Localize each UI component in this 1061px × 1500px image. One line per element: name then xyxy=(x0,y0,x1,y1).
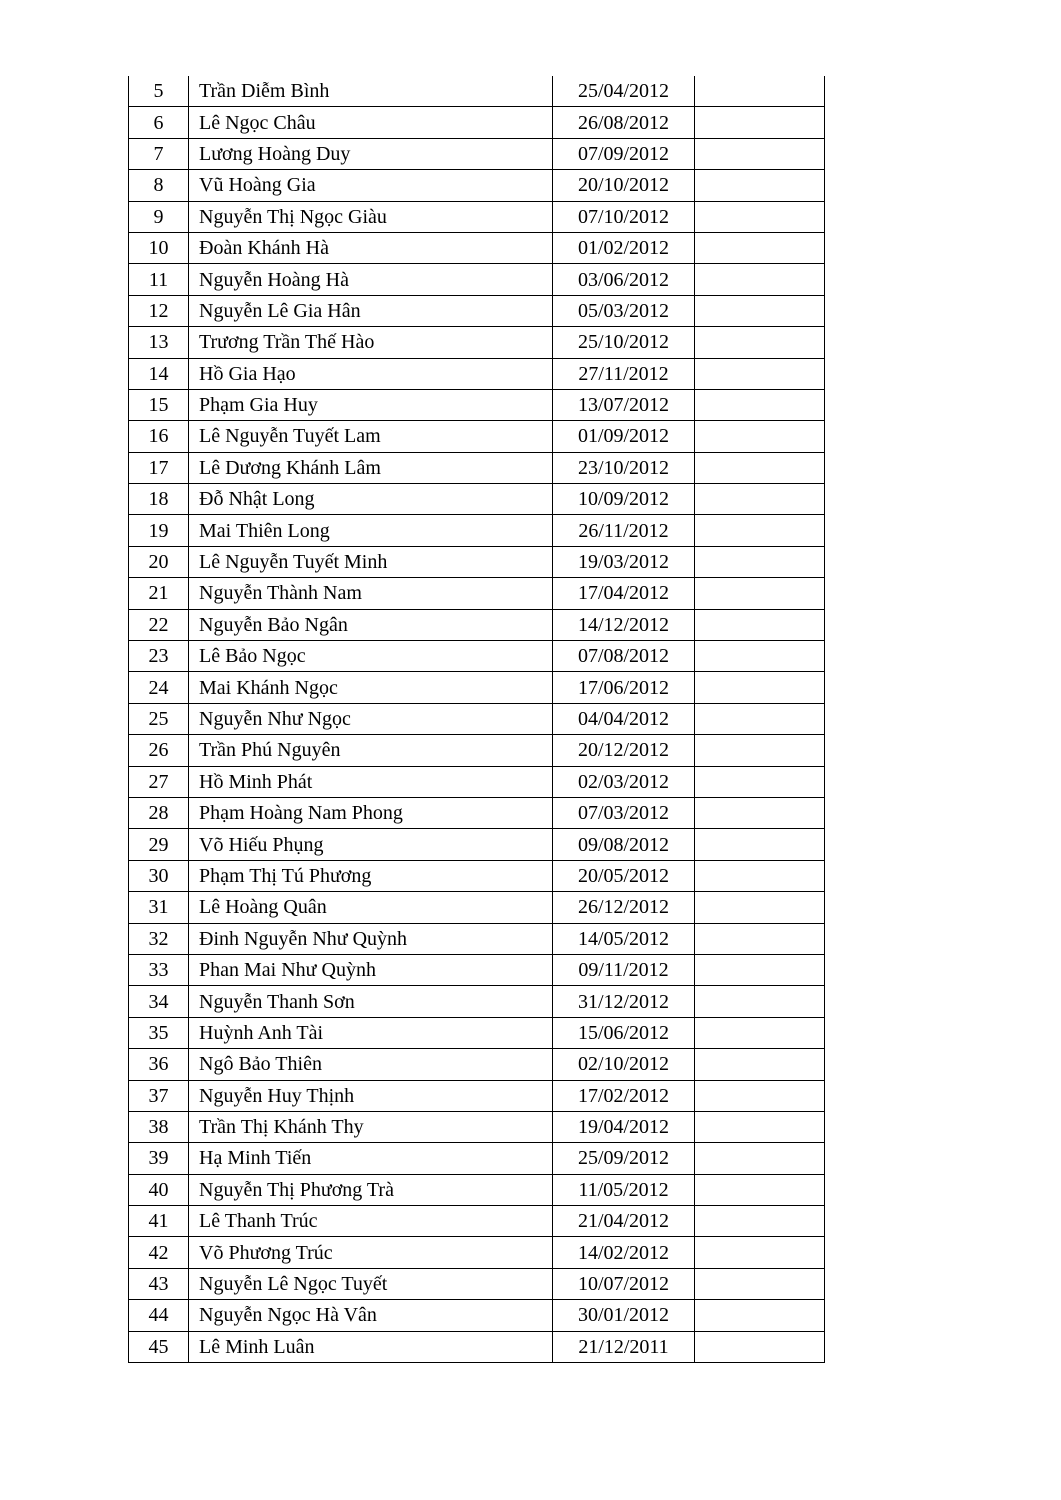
note-cell xyxy=(695,232,825,263)
student-name-cell: Võ Phương Trúc xyxy=(189,1237,553,1268)
student-name-cell: Nguyễn Ngọc Hà Vân xyxy=(189,1300,553,1331)
row-number-cell: 30 xyxy=(129,860,189,891)
table-row xyxy=(129,295,825,326)
date-of-birth-cell: 04/04/2012 xyxy=(553,703,695,734)
row-number-cell: 16 xyxy=(129,421,189,452)
date-of-birth-cell: 20/10/2012 xyxy=(553,170,695,201)
date-of-birth-cell: 27/11/2012 xyxy=(553,358,695,389)
table-row xyxy=(129,201,825,232)
student-name-cell: Lê Nguyễn Tuyết Lam xyxy=(189,421,553,452)
date-of-birth-cell: 20/05/2012 xyxy=(553,860,695,891)
note-cell xyxy=(695,1017,825,1048)
row-number-cell: 41 xyxy=(129,1206,189,1237)
table-row xyxy=(129,703,825,734)
note-cell xyxy=(695,954,825,985)
note-cell xyxy=(695,986,825,1017)
student-name-cell: Phạm Hoàng Nam Phong xyxy=(189,797,553,828)
table-row xyxy=(129,672,825,703)
student-name-cell: Nguyễn Huy Thịnh xyxy=(189,1080,553,1111)
student-name-cell: Hồ Minh Phát xyxy=(189,766,553,797)
date-of-birth-cell: 19/04/2012 xyxy=(553,1111,695,1142)
student-name-cell: Nguyễn Thị Ngọc Giàu xyxy=(189,201,553,232)
date-of-birth-cell: 11/05/2012 xyxy=(553,1174,695,1205)
table-row xyxy=(129,1143,825,1174)
student-name-cell: Nguyễn Thị Phương Trà xyxy=(189,1174,553,1205)
note-cell xyxy=(695,1111,825,1142)
row-number-cell: 40 xyxy=(129,1174,189,1205)
row-number-cell: 14 xyxy=(129,358,189,389)
note-cell xyxy=(695,1237,825,1268)
table-row xyxy=(129,264,825,295)
table-row xyxy=(129,1017,825,1048)
note-cell xyxy=(695,609,825,640)
table-row xyxy=(129,1111,825,1142)
student-list-table xyxy=(128,76,825,1363)
note-cell xyxy=(695,1268,825,1299)
row-number-cell: 34 xyxy=(129,986,189,1017)
note-cell xyxy=(695,703,825,734)
table-row xyxy=(129,735,825,766)
date-of-birth-cell: 14/12/2012 xyxy=(553,609,695,640)
row-number-cell: 9 xyxy=(129,201,189,232)
row-number-cell: 22 xyxy=(129,609,189,640)
student-name-cell: Lê Ngọc Châu xyxy=(189,107,553,138)
student-name-cell: Trần Thị Khánh Thy xyxy=(189,1111,553,1142)
note-cell xyxy=(695,264,825,295)
date-of-birth-cell: 19/03/2012 xyxy=(553,546,695,577)
row-number-cell: 20 xyxy=(129,546,189,577)
note-cell xyxy=(695,1300,825,1331)
note-cell xyxy=(695,641,825,672)
date-of-birth-cell: 03/06/2012 xyxy=(553,264,695,295)
table-row xyxy=(129,892,825,923)
student-name-cell: Hạ Minh Tiến xyxy=(189,1143,553,1174)
table-row xyxy=(129,797,825,828)
row-number-cell: 42 xyxy=(129,1237,189,1268)
row-number-cell: 18 xyxy=(129,484,189,515)
row-number-cell: 10 xyxy=(129,232,189,263)
student-name-cell: Phạm Thị Tú Phương xyxy=(189,860,553,891)
row-number-cell: 37 xyxy=(129,1080,189,1111)
row-number-cell: 39 xyxy=(129,1143,189,1174)
student-name-cell: Lê Thanh Trúc xyxy=(189,1206,553,1237)
student-name-cell: Trần Diễm Bình xyxy=(189,76,553,107)
row-number-cell: 27 xyxy=(129,766,189,797)
note-cell xyxy=(695,421,825,452)
row-number-cell: 36 xyxy=(129,1049,189,1080)
student-name-cell: Lê Nguyễn Tuyết Minh xyxy=(189,546,553,577)
row-number-cell: 24 xyxy=(129,672,189,703)
student-name-cell: Lê Dương Khánh Lâm xyxy=(189,452,553,483)
student-name-cell: Trần Phú Nguyên xyxy=(189,735,553,766)
date-of-birth-cell: 14/05/2012 xyxy=(553,923,695,954)
note-cell xyxy=(695,389,825,420)
row-number-cell: 13 xyxy=(129,327,189,358)
date-of-birth-cell: 15/06/2012 xyxy=(553,1017,695,1048)
student-list-body xyxy=(129,76,825,1363)
note-cell xyxy=(695,1331,825,1362)
student-name-cell: Đinh Nguyễn Như Quỳnh xyxy=(189,923,553,954)
row-number-cell: 44 xyxy=(129,1300,189,1331)
table-row xyxy=(129,578,825,609)
date-of-birth-cell: 05/03/2012 xyxy=(553,295,695,326)
table-row xyxy=(129,421,825,452)
row-number-cell: 26 xyxy=(129,735,189,766)
table-row xyxy=(129,232,825,263)
note-cell xyxy=(695,138,825,169)
row-number-cell: 23 xyxy=(129,641,189,672)
student-name-cell: Đoàn Khánh Hà xyxy=(189,232,553,263)
student-name-cell: Huỳnh Anh Tài xyxy=(189,1017,553,1048)
date-of-birth-cell: 14/02/2012 xyxy=(553,1237,695,1268)
row-number-cell: 7 xyxy=(129,138,189,169)
note-cell xyxy=(695,1174,825,1205)
row-number-cell: 43 xyxy=(129,1268,189,1299)
table-row xyxy=(129,484,825,515)
date-of-birth-cell: 30/01/2012 xyxy=(553,1300,695,1331)
student-name-cell: Lê Bảo Ngọc xyxy=(189,641,553,672)
note-cell xyxy=(695,452,825,483)
row-number-cell: 17 xyxy=(129,452,189,483)
table-row xyxy=(129,170,825,201)
date-of-birth-cell: 26/08/2012 xyxy=(553,107,695,138)
note-cell xyxy=(695,1143,825,1174)
note-cell xyxy=(695,766,825,797)
student-name-cell: Đỗ Nhật Long xyxy=(189,484,553,515)
date-of-birth-cell: 17/06/2012 xyxy=(553,672,695,703)
row-number-cell: 33 xyxy=(129,954,189,985)
row-number-cell: 35 xyxy=(129,1017,189,1048)
row-number-cell: 38 xyxy=(129,1111,189,1142)
table-row xyxy=(129,1080,825,1111)
table-row xyxy=(129,766,825,797)
date-of-birth-cell: 17/02/2012 xyxy=(553,1080,695,1111)
date-of-birth-cell: 26/11/2012 xyxy=(553,515,695,546)
note-cell xyxy=(695,797,825,828)
date-of-birth-cell: 07/03/2012 xyxy=(553,797,695,828)
row-number-cell: 6 xyxy=(129,107,189,138)
student-name-cell: Nguyễn Lê Ngọc Tuyết xyxy=(189,1268,553,1299)
student-name-cell: Nguyễn Thanh Sơn xyxy=(189,986,553,1017)
student-name-cell: Mai Thiên Long xyxy=(189,515,553,546)
student-name-cell: Ngô Bảo Thiên xyxy=(189,1049,553,1080)
row-number-cell: 11 xyxy=(129,264,189,295)
note-cell xyxy=(695,892,825,923)
table-row xyxy=(129,107,825,138)
note-cell xyxy=(695,735,825,766)
note-cell xyxy=(695,201,825,232)
student-name-cell: Mai Khánh Ngọc xyxy=(189,672,553,703)
note-cell xyxy=(695,170,825,201)
table-row xyxy=(129,1268,825,1299)
note-cell xyxy=(695,107,825,138)
row-number-cell: 19 xyxy=(129,515,189,546)
row-number-cell: 32 xyxy=(129,923,189,954)
date-of-birth-cell: 21/04/2012 xyxy=(553,1206,695,1237)
row-number-cell: 25 xyxy=(129,703,189,734)
table-row xyxy=(129,954,825,985)
date-of-birth-cell: 09/08/2012 xyxy=(553,829,695,860)
note-cell xyxy=(695,484,825,515)
note-cell xyxy=(695,578,825,609)
student-name-cell: Trương Trần Thế Hào xyxy=(189,327,553,358)
date-of-birth-cell: 07/08/2012 xyxy=(553,641,695,672)
date-of-birth-cell: 10/07/2012 xyxy=(553,1268,695,1299)
table-row xyxy=(129,1174,825,1205)
row-number-cell: 8 xyxy=(129,170,189,201)
table-row xyxy=(129,546,825,577)
row-number-cell: 28 xyxy=(129,797,189,828)
student-name-cell: Phạm Gia Huy xyxy=(189,389,553,420)
table-row xyxy=(129,609,825,640)
table-row xyxy=(129,1331,825,1362)
student-name-cell: Nguyễn Lê Gia Hân xyxy=(189,295,553,326)
date-of-birth-cell: 02/10/2012 xyxy=(553,1049,695,1080)
note-cell xyxy=(695,1206,825,1237)
date-of-birth-cell: 13/07/2012 xyxy=(553,389,695,420)
note-cell xyxy=(695,672,825,703)
table-row xyxy=(129,452,825,483)
row-number-cell: 5 xyxy=(129,76,189,107)
student-name-cell: Phan Mai Như Quỳnh xyxy=(189,954,553,985)
table-row xyxy=(129,923,825,954)
table-row xyxy=(129,1300,825,1331)
row-number-cell: 15 xyxy=(129,389,189,420)
note-cell xyxy=(695,923,825,954)
date-of-birth-cell: 07/10/2012 xyxy=(553,201,695,232)
note-cell xyxy=(695,860,825,891)
row-number-cell: 29 xyxy=(129,829,189,860)
note-cell xyxy=(695,515,825,546)
note-cell xyxy=(695,327,825,358)
date-of-birth-cell: 31/12/2012 xyxy=(553,986,695,1017)
date-of-birth-cell: 02/03/2012 xyxy=(553,766,695,797)
row-number-cell: 45 xyxy=(129,1331,189,1362)
table-row xyxy=(129,1049,825,1080)
table-row xyxy=(129,358,825,389)
date-of-birth-cell: 23/10/2012 xyxy=(553,452,695,483)
row-number-cell: 31 xyxy=(129,892,189,923)
date-of-birth-cell: 26/12/2012 xyxy=(553,892,695,923)
date-of-birth-cell: 17/04/2012 xyxy=(553,578,695,609)
table-row xyxy=(129,986,825,1017)
date-of-birth-cell: 25/09/2012 xyxy=(553,1143,695,1174)
note-cell xyxy=(695,829,825,860)
date-of-birth-cell: 07/09/2012 xyxy=(553,138,695,169)
table-row xyxy=(129,1206,825,1237)
student-name-cell: Nguyễn Thành Nam xyxy=(189,578,553,609)
student-name-cell: Võ Hiếu Phụng xyxy=(189,829,553,860)
note-cell xyxy=(695,546,825,577)
student-name-cell: Lê Minh Luân xyxy=(189,1331,553,1362)
table-row xyxy=(129,76,825,107)
date-of-birth-cell: 10/09/2012 xyxy=(553,484,695,515)
student-name-cell: Lương Hoàng Duy xyxy=(189,138,553,169)
row-number-cell: 12 xyxy=(129,295,189,326)
note-cell xyxy=(695,1049,825,1080)
note-cell xyxy=(695,295,825,326)
student-name-cell: Nguyễn Bảo Ngân xyxy=(189,609,553,640)
row-number-cell: 21 xyxy=(129,578,189,609)
table-row xyxy=(129,515,825,546)
date-of-birth-cell: 25/10/2012 xyxy=(553,327,695,358)
student-name-cell: Lê Hoàng Quân xyxy=(189,892,553,923)
student-name-cell: Hồ Gia Hạo xyxy=(189,358,553,389)
date-of-birth-cell: 09/11/2012 xyxy=(553,954,695,985)
student-name-cell: Nguyễn Hoàng Hà xyxy=(189,264,553,295)
note-cell xyxy=(695,358,825,389)
table-row xyxy=(129,860,825,891)
note-cell xyxy=(695,76,825,107)
table-row xyxy=(129,327,825,358)
date-of-birth-cell: 01/09/2012 xyxy=(553,421,695,452)
date-of-birth-cell: 01/02/2012 xyxy=(553,232,695,263)
table-row xyxy=(129,389,825,420)
date-of-birth-cell: 21/12/2011 xyxy=(553,1331,695,1362)
student-name-cell: Nguyễn Như Ngọc xyxy=(189,703,553,734)
table-row xyxy=(129,138,825,169)
student-name-cell: Vũ Hoàng Gia xyxy=(189,170,553,201)
table-row xyxy=(129,641,825,672)
table-row xyxy=(129,1237,825,1268)
note-cell xyxy=(695,1080,825,1111)
date-of-birth-cell: 20/12/2012 xyxy=(553,735,695,766)
table-row xyxy=(129,829,825,860)
date-of-birth-cell: 25/04/2012 xyxy=(553,76,695,107)
